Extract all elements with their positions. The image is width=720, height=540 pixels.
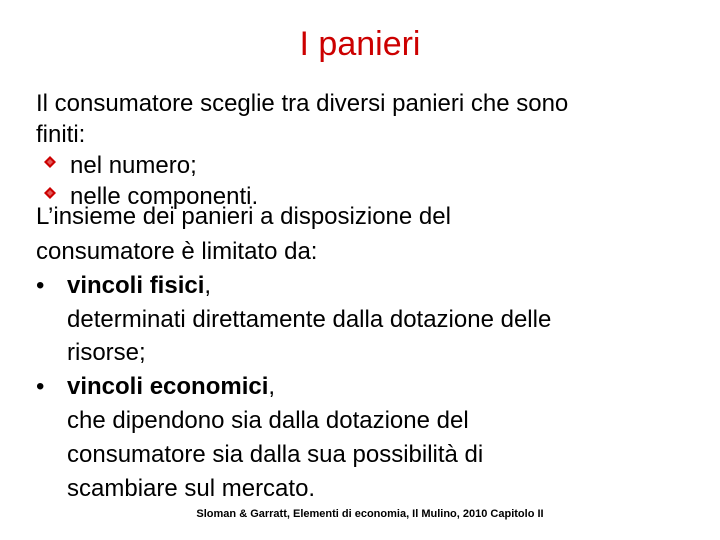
para1-line1: Il consumatore sceglie tra diversi panieri che sono (36, 90, 569, 117)
footer-citation: Sloman & Garratt, Elementi di economia, Il Mulino, 2010 Capitolo II (196, 508, 544, 520)
diamond-bullet-icon (44, 156, 56, 168)
slide-title: I panieri (299, 25, 421, 63)
constraint-physical-label: vincoli fisici (67, 272, 205, 299)
constraint-physical-desc-2: risorse; (67, 339, 146, 366)
para2-line1: L’insieme dei panieri a disposizione del (36, 203, 451, 230)
bullet-dot-icon: • (36, 373, 45, 400)
diamond-bullet-icon (44, 187, 56, 199)
para1-line2: finiti: (36, 121, 86, 148)
para1-item-2: nelle componenti. (70, 183, 259, 210)
constraint-physical-desc-1: determinati direttamente dalla dotazione delle (67, 306, 552, 333)
constraint-economic (67, 371, 275, 402)
para2-line2: consumatore è limitato da: (36, 238, 318, 265)
constraint-economic-desc-3: scambiare sul mercato. (67, 475, 316, 502)
constraint-economic-desc-2: consumatore sia dalla sua possibilità di (67, 441, 484, 468)
constraint-economic-desc-1: che dipendono sia dalla dotazione del (67, 407, 469, 434)
constraint-physical-comma: , (204, 272, 212, 299)
constraint-economic-comma: , (268, 373, 276, 400)
constraint-physical (67, 270, 211, 301)
para1-item-1: nel numero; (70, 152, 197, 179)
bullet-dot-icon: • (36, 272, 45, 299)
constraint-economic-label: vincoli economici (67, 373, 269, 400)
